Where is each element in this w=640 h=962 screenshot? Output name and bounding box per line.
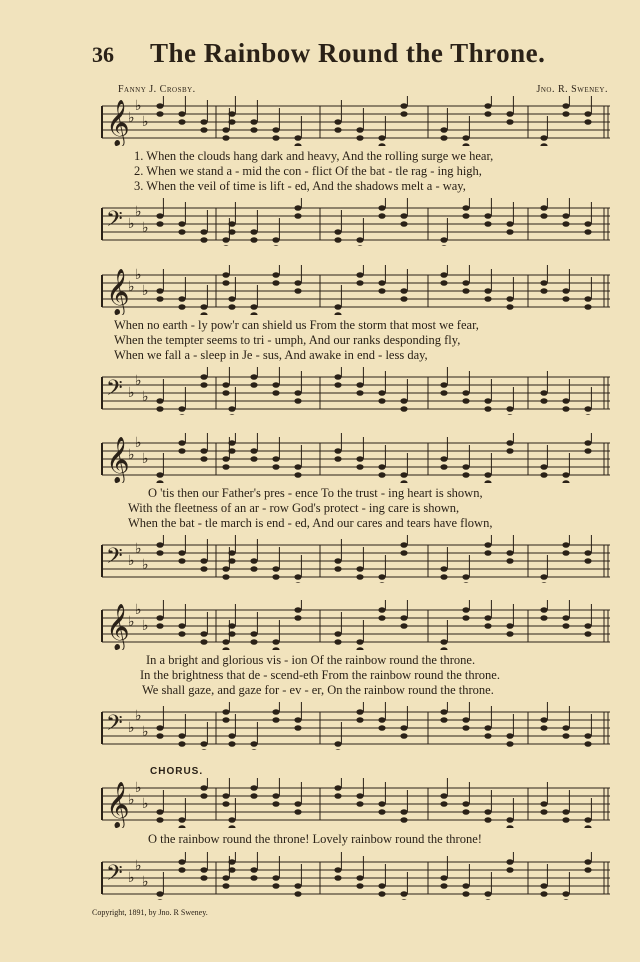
svg-text:𝄢: 𝄢	[106, 544, 123, 574]
svg-text:♭: ♭	[128, 217, 135, 232]
chorus-label: CHORUS.	[150, 766, 204, 777]
lyric-line: In a bright and glorious vis - ion Of the rainbow round the throne.	[146, 653, 476, 667]
svg-text:♭: ♭	[128, 111, 135, 126]
lyricist-credit: Fanny J. Crosby.	[118, 84, 196, 95]
svg-text:♭: ♭	[128, 280, 135, 295]
svg-text:𝄞: 𝄞	[106, 269, 130, 315]
svg-text:♭: ♭	[135, 436, 142, 451]
music-system-1	[88, 96, 610, 246]
music-system-2	[88, 265, 610, 415]
svg-text:♭: ♭	[135, 374, 142, 389]
svg-text:♭: ♭	[128, 386, 135, 401]
svg-text:𝄢: 𝄢	[106, 711, 123, 741]
copyright-notice: Copyright, 1891, by Jno. R Sweney.	[92, 908, 208, 917]
lyric-line: 3. When the veil of time is lift - ed, And the shadows melt a - way,	[134, 179, 466, 193]
svg-text:♭: ♭	[142, 390, 149, 405]
lyric-line: With the fleetness of an ar - row God's protect - ing care is shown,	[128, 501, 460, 515]
music-system-chorus	[88, 778, 610, 900]
svg-text:𝄢: 𝄢	[106, 207, 123, 237]
svg-text:♭: ♭	[128, 615, 135, 630]
svg-text:♭: ♭	[135, 781, 142, 796]
svg-text:♭: ♭	[142, 452, 149, 467]
music-system-3	[88, 433, 610, 583]
svg-text:♭: ♭	[142, 558, 149, 573]
svg-text:♭: ♭	[135, 542, 142, 557]
svg-text:♭: ♭	[128, 871, 135, 886]
svg-text:𝄞: 𝄞	[106, 100, 130, 146]
svg-text:𝄢: 𝄢	[106, 376, 123, 406]
svg-text:𝄞: 𝄞	[106, 437, 130, 483]
svg-text:♭: ♭	[135, 99, 142, 114]
treble-staff	[88, 778, 610, 828]
bass-staff	[88, 852, 610, 900]
svg-text:♭: ♭	[135, 603, 142, 618]
lyric-line: 2. When we stand a - mid the con - flict Of the bat - tle rag - ing high,	[134, 164, 482, 178]
page-number: 36	[92, 42, 114, 67]
lyric-line: When no earth - ly pow'r can shield us From the storm that most we fear,	[114, 318, 479, 332]
svg-text:𝄞: 𝄞	[106, 782, 130, 828]
svg-text:♭: ♭	[142, 115, 149, 130]
treble-staff	[88, 265, 610, 315]
treble-staff	[88, 96, 610, 146]
composer-credit: Jno. R. Sweney.	[536, 84, 608, 95]
bass-staff	[88, 535, 610, 583]
verse-lyrics-1	[88, 149, 610, 194]
svg-text:𝄢: 𝄢	[106, 861, 123, 891]
treble-staff	[88, 433, 610, 483]
treble-staff	[88, 600, 610, 650]
svg-text:♭: ♭	[142, 797, 149, 812]
svg-text:♭: ♭	[128, 554, 135, 569]
lyric-line: When the bat - tle march is end - ed, And our cares and tears have flown,	[128, 516, 493, 530]
svg-text:♭: ♭	[142, 875, 149, 890]
lyric-line: 1. When the clouds hang dark and heavy, And the rolling surge we hear,	[134, 149, 494, 163]
svg-text:♭: ♭	[128, 793, 135, 808]
svg-text:𝄞: 𝄞	[106, 604, 130, 650]
svg-text:♭: ♭	[128, 448, 135, 463]
lyric-line: When we fall a - sleep in Je - sus, And awake in end - less day,	[114, 348, 428, 362]
music-system-4	[88, 600, 610, 750]
verse-lyrics-3	[88, 486, 610, 531]
verse-lyrics-2	[88, 318, 610, 363]
lyric-line: O the rainbow round the throne! Lovely rainbow round the throne!	[148, 832, 482, 846]
svg-text:♭: ♭	[142, 284, 149, 299]
svg-text:♭: ♭	[142, 221, 149, 236]
bass-staff	[88, 367, 610, 415]
lyric-line: O 'tis then our Father's pres - ence To the trust - ing heart is shown,	[148, 486, 483, 500]
bass-staff	[88, 198, 610, 246]
svg-text:♭: ♭	[128, 721, 135, 736]
chorus-lyrics	[88, 832, 610, 847]
lyric-line: We shall gaze, and gaze for - ev - er, On the rainbow round the throne.	[142, 683, 494, 697]
bass-staff	[88, 702, 610, 750]
verse-lyrics-4	[88, 653, 610, 698]
svg-text:♭: ♭	[135, 205, 142, 220]
svg-text:♭: ♭	[142, 725, 149, 740]
lyric-line: When the tempter seems to tri - umph, And our ranks desponding fly,	[114, 333, 461, 347]
svg-text:♭: ♭	[135, 709, 142, 724]
hymn-title: The Rainbow Round the Throne.	[150, 38, 546, 68]
lyric-line: In the brightness that de - scend-eth From the rainbow round the throne.	[140, 668, 500, 682]
svg-text:♭: ♭	[135, 268, 142, 283]
svg-text:♭: ♭	[135, 859, 142, 874]
svg-text:♭: ♭	[142, 619, 149, 634]
